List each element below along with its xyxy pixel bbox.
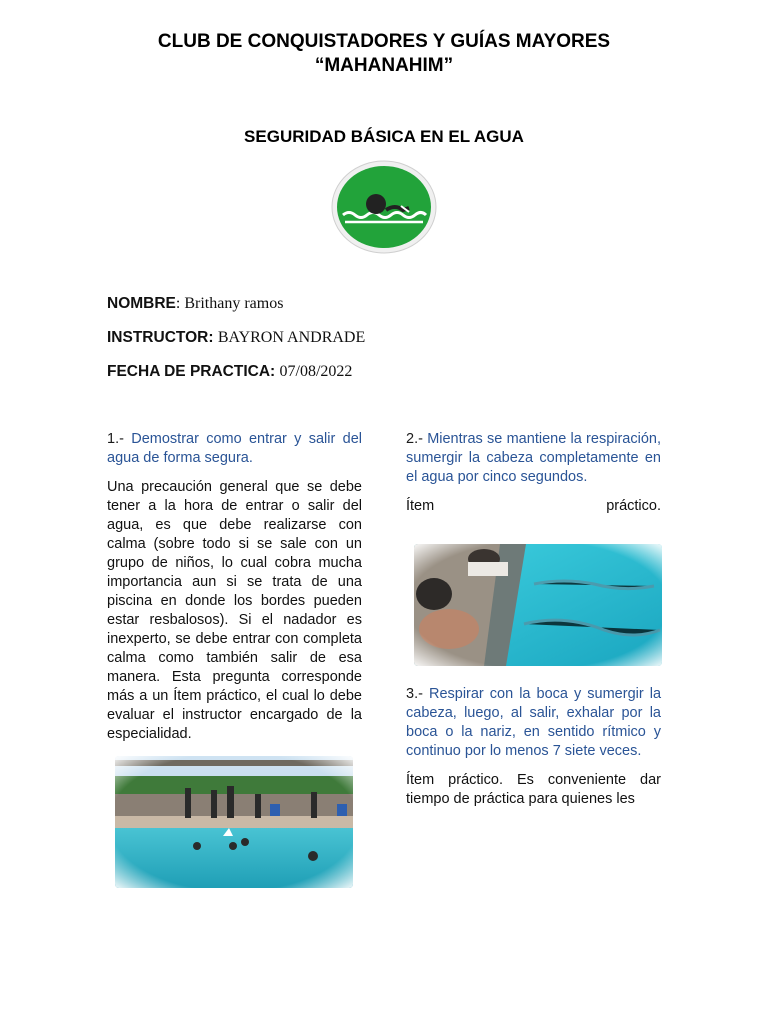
q1-answer: Una precaución general que se debe tener a la hora de entrar o salir del agua, es que debe realizarse con calma (sobre todo si se sale con un grupo de niños, lo cual cobra mucha importancia aun si se trata de una piscina en donde los bordes pueden estar resbalosos). Si el nadador es inexperto, se debe entrar con completa calma como también salir de esa manera. Esta pregunta corresponde más a un Ítem práctico, el cual lo debe evaluar el instructor encargado de la especialidad. — [107, 479, 362, 742]
q3-number: 3.- — [406, 686, 423, 702]
fecha-label: FECHA DE PRACTICA: — [107, 363, 276, 380]
question-1 — [107, 430, 362, 468]
q1-number: 1.- — [107, 431, 124, 447]
nombre-value: : Brithany ramos — [175, 295, 284, 312]
q2-number: 2.- — [406, 431, 423, 447]
swimmer-badge-icon — [331, 160, 437, 254]
q1-text: Demostrar como entrar y salir del agua de forma segura. — [107, 431, 362, 466]
nombre-label: NOMBRE — [107, 295, 176, 312]
right-column-top — [406, 430, 661, 516]
club-title: CLUB DE CONQUISTADORES Y GUÍAS MAYORES — [157, 31, 611, 52]
pool-swimmers-photo — [115, 756, 353, 888]
fecha-value: 07/08/2022 — [279, 363, 353, 380]
question-3 — [406, 685, 661, 761]
fecha-field — [107, 363, 352, 381]
page-title: SEGURIDAD BÁSICA EN EL AGUA — [244, 127, 524, 146]
club-name: “MAHANAHIM” — [314, 55, 454, 76]
q2-answer: Ítem práctico. — [406, 498, 661, 514]
question-2 — [406, 430, 661, 487]
instructor-label: INSTRUCTOR: — [107, 329, 214, 346]
instructor-value: BAYRON ANDRADE — [217, 329, 366, 346]
poolside-photo — [414, 544, 662, 666]
q3-answer: Ítem práctico. Es conveniente dar tiempo de práctica para quienes les — [406, 772, 661, 807]
right-column-bottom — [406, 685, 661, 809]
left-column — [107, 430, 362, 744]
instructor-field — [107, 329, 365, 347]
q2-text: Mientras se mantiene la respiración, sumergir la cabeza completamente en el agua por cinco segundos. — [406, 431, 662, 485]
q3-text: Respirar con la boca y sumergir la cabeza, luego, al salir, exhalar por la boca o la nariz, en sentido rítmico y continuo por lo menos 7 siete veces. — [406, 686, 662, 759]
nombre-field — [107, 295, 283, 313]
